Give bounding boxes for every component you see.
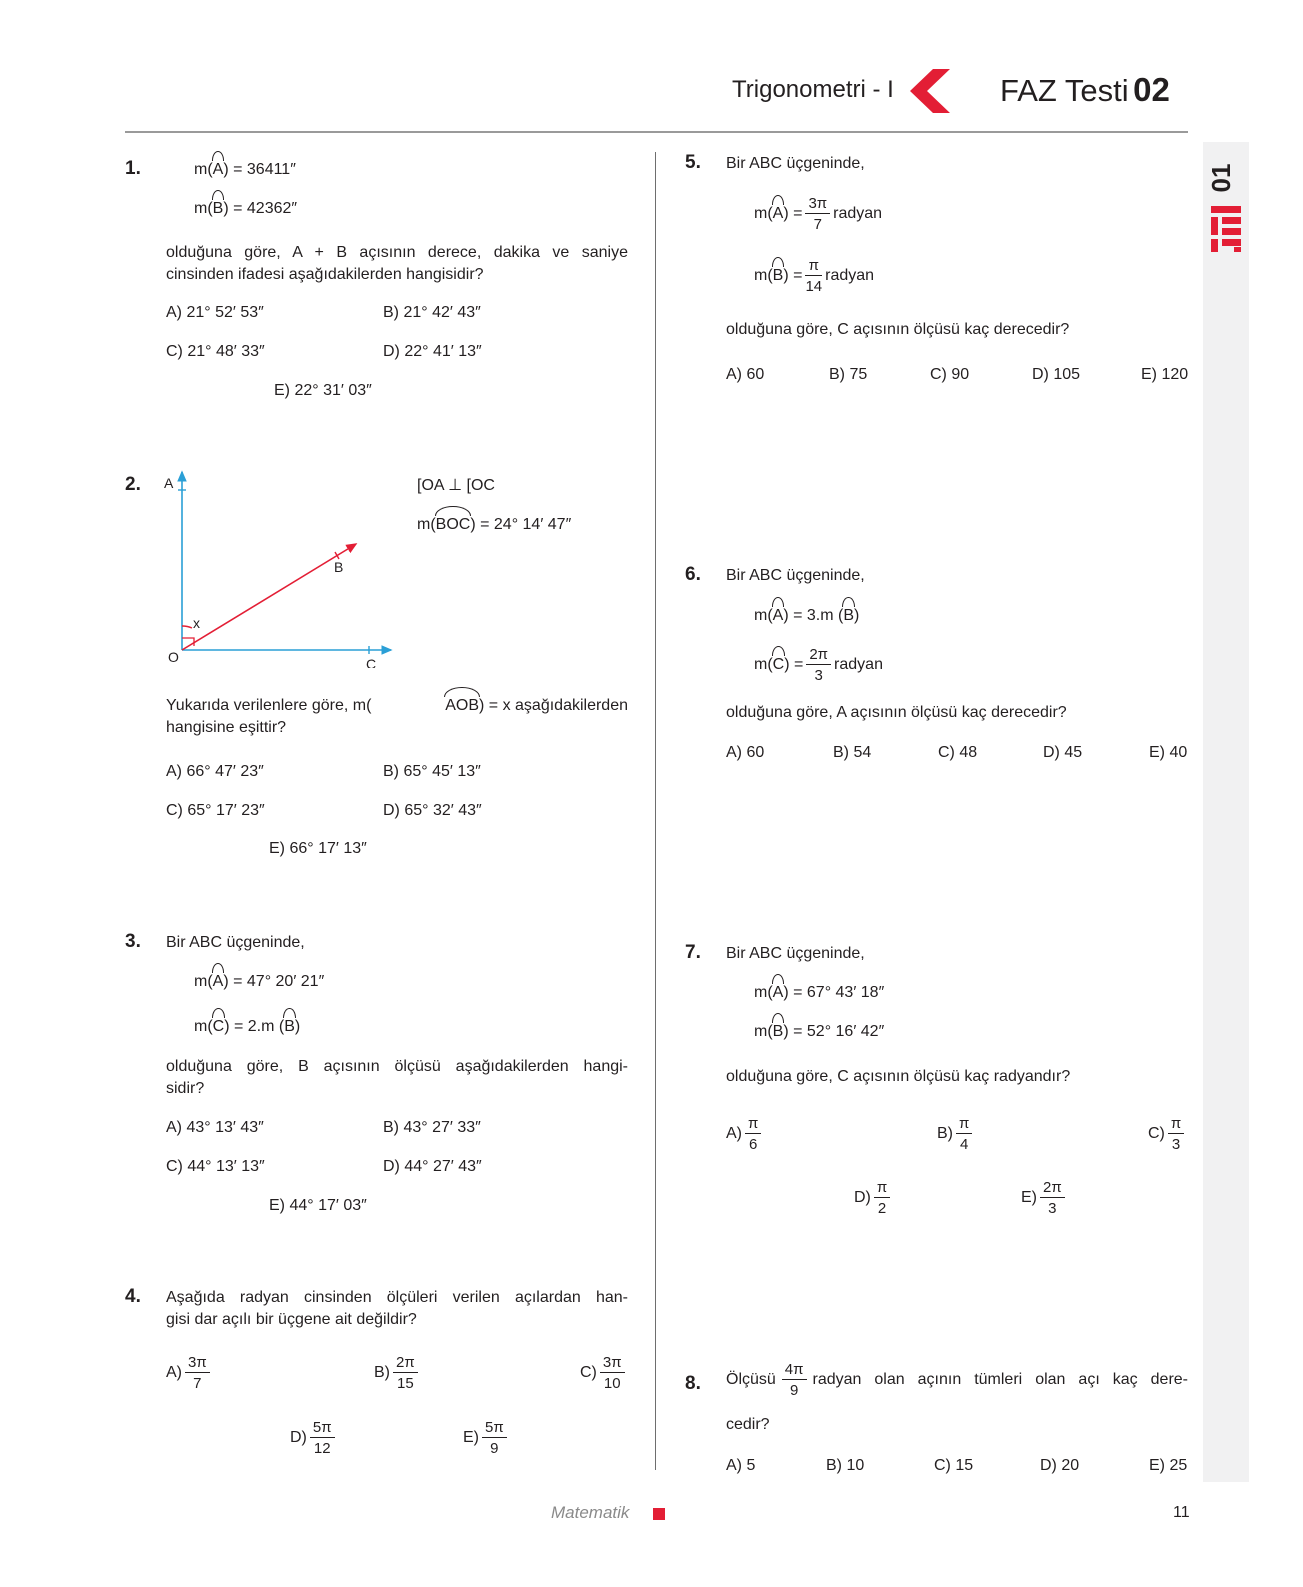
q4-option-c[interactable]	[580, 1355, 628, 1391]
q4-option-b[interactable]	[374, 1355, 421, 1391]
q6-number: 6.	[685, 564, 701, 585]
q4-stem-line2: gisi dar açılı bir üçgene ait değildir?	[166, 1311, 417, 1328]
q2-given-boc-value: ) = 24° 14′ 47″	[470, 516, 572, 533]
q3-given-c-pre: m(	[194, 1018, 213, 1035]
q5-given-a-unit: radyan	[833, 205, 883, 223]
header-subject: Trigonometri - I	[732, 76, 894, 103]
q2-given-boc	[417, 514, 571, 536]
footer-page-number: 11	[1173, 1504, 1190, 1521]
q2-stem-pre: Yukarıda verilenlere göre, m(	[166, 697, 372, 714]
q7-option-c[interactable]	[1148, 1116, 1187, 1152]
q5-given-a	[754, 196, 882, 232]
q3-given-c-letter: C	[213, 1016, 225, 1038]
q5-option-a[interactable]: A) 60	[726, 366, 765, 383]
q6-option-e[interactable]: E) 40	[1149, 744, 1188, 761]
q8-option-a[interactable]: A) 5	[726, 1457, 756, 1474]
q2-option-b[interactable]: B) 65° 45′ 13″	[383, 763, 481, 780]
q3-intro: Bir ABC üçgeninde,	[166, 934, 305, 951]
q7-option-e-fraction	[1040, 1180, 1065, 1216]
q3-option-b[interactable]: B) 43° 27′ 33″	[383, 1119, 481, 1136]
header-test-label: FAZ Testi	[1000, 73, 1129, 108]
q2-angle-x-arc	[182, 626, 192, 628]
q4-option-e-numerator: 5π	[482, 1420, 507, 1438]
q4-option-b-fraction	[393, 1355, 418, 1391]
q8-stem-fraction	[782, 1362, 807, 1398]
q1-given-b-pre: m(	[194, 200, 213, 217]
q7-option-a-fraction	[745, 1116, 761, 1152]
q5-given-a-pre: m(	[754, 205, 773, 223]
q7-option-b-label: B)	[937, 1125, 953, 1143]
q2-stem-line1-rest	[391, 695, 628, 717]
q2-option-a[interactable]: A) 66° 47′ 23″	[166, 763, 264, 780]
q3-given-a-pre: m(	[194, 973, 213, 990]
q4-option-a-label: A)	[166, 1364, 182, 1382]
q7-option-d-denominator: 2	[877, 1200, 887, 1217]
q7-option-d-label: D)	[854, 1189, 871, 1207]
q7-option-d[interactable]	[854, 1180, 893, 1216]
q6-given-c-letter: C	[773, 654, 785, 676]
q1-given-a-letter: A	[213, 159, 224, 181]
q1-given-b	[194, 198, 297, 220]
footer-square-icon	[653, 1508, 665, 1520]
q2-stem-letters: AOB	[445, 695, 479, 717]
q8-option-e[interactable]: E) 25	[1149, 1457, 1188, 1474]
q4-option-d[interactable]	[290, 1420, 338, 1456]
q2-given-boc-pre: m(	[417, 516, 436, 533]
q3-stem-line2: sidir?	[166, 1080, 205, 1097]
q5-given-b-eq: ) =	[783, 267, 803, 285]
q6-given-c-fraction	[806, 647, 831, 683]
q3-given-c	[194, 1016, 300, 1038]
sidebar-label: 01	[1206, 163, 1236, 193]
footer-subject: Matematik	[551, 1503, 630, 1522]
q2-label-o: O	[168, 649, 179, 665]
q5-given-a-denominator: 7	[813, 216, 822, 233]
q4-option-d-numerator: 5π	[310, 1420, 335, 1438]
q2-stem-line2: hangisine eşittir?	[166, 719, 287, 736]
q7-option-a-numerator: π	[745, 1116, 761, 1134]
q7-given-b-value: ) = 52° 16′ 42″	[783, 1023, 885, 1040]
q4-option-e-label: E)	[463, 1429, 479, 1447]
q6-stem: olduğuna göre, A açısının ölçüsü kaç derecedir?	[726, 704, 1067, 721]
q2-option-d[interactable]: D) 65° 32′ 43″	[383, 802, 482, 819]
q3-given-a-value: ) = 47° 20′ 21″	[223, 973, 325, 990]
q4-option-e-denominator: 9	[490, 1440, 499, 1457]
q7-option-e-numerator: 2π	[1040, 1180, 1065, 1198]
header-rule	[125, 131, 1188, 133]
q7-intro: Bir ABC üçgeninde,	[726, 945, 865, 962]
q5-given-b-fraction	[805, 258, 822, 294]
q8-option-c[interactable]: C) 15	[934, 1457, 974, 1474]
q4-option-b-label: B)	[374, 1364, 390, 1382]
q3-option-d[interactable]: D) 44° 27′ 43″	[383, 1158, 482, 1175]
q7-given-b-pre: m(	[754, 1023, 773, 1040]
header-chevron-icon	[906, 68, 952, 114]
q4-option-c-label: C)	[580, 1364, 597, 1382]
q1-option-c[interactable]: C) 21° 48′ 33″	[166, 343, 265, 360]
q4-number: 4.	[125, 1286, 141, 1307]
q7-option-e-denominator: 3	[1048, 1200, 1057, 1217]
q6-given-a-post: )	[854, 607, 860, 624]
q8-stem-line1	[726, 1362, 1188, 1398]
q4-option-b-numerator: 2π	[393, 1355, 418, 1373]
q7-given-a-value: ) = 67° 43′ 18″	[783, 984, 885, 1001]
q5-given-b-unit: radyan	[825, 267, 875, 285]
q6-given-a-letter2: B	[843, 605, 854, 627]
q7-option-d-numerator: π	[874, 1180, 890, 1198]
q6-option-a[interactable]: A) 60	[726, 744, 765, 761]
q7-given-b-letter: B	[773, 1021, 784, 1043]
q5-number: 5.	[685, 152, 701, 173]
q7-option-c-label: C)	[1148, 1125, 1165, 1143]
q4-option-a-numerator: 3π	[185, 1355, 210, 1373]
q3-given-c-letter2: B	[284, 1016, 295, 1038]
q6-given-c-denominator: 3	[814, 667, 823, 684]
q5-stem: olduğuna göre, C açısının ölçüsü kaç derecedir?	[726, 321, 1070, 338]
q1-given-b-letter: B	[213, 198, 224, 220]
q2-label-x: x	[193, 615, 200, 631]
q6-given-c-eq: ) =	[784, 656, 804, 674]
q8-option-b[interactable]: B) 10	[826, 1457, 865, 1474]
q1-number: 1.	[125, 158, 141, 179]
header-test-title	[1000, 71, 1170, 109]
q7-number: 7.	[685, 942, 701, 963]
q6-option-c[interactable]: C) 48	[938, 744, 978, 761]
q4-option-e-fraction	[482, 1420, 507, 1456]
q1-given-b-value: ) = 42362″	[223, 200, 298, 217]
q1-option-d[interactable]: D) 22° 41′ 13″	[383, 343, 482, 360]
q5-option-d[interactable]: D) 105	[1032, 366, 1081, 383]
q1-given-a-pre: m(	[194, 161, 213, 178]
q3-option-a[interactable]: A) 43° 13′ 43″	[166, 1119, 264, 1136]
q3-option-e[interactable]: E) 44° 17′ 03″	[269, 1197, 367, 1214]
q7-option-b-numerator: π	[956, 1116, 972, 1134]
q7-option-b-denominator: 4	[960, 1136, 969, 1153]
q1-option-a[interactable]: A) 21° 52′ 53″	[166, 304, 264, 321]
q4-option-a-fraction	[185, 1355, 210, 1391]
q8-stem-numerator: 4π	[782, 1362, 807, 1380]
q7-option-a-denominator: 6	[749, 1136, 758, 1153]
q4-option-b-denominator: 15	[397, 1375, 414, 1392]
q5-given-b-letter: B	[773, 265, 784, 287]
q7-option-c-numerator: π	[1168, 1116, 1184, 1134]
q5-option-e[interactable]: E) 120	[1141, 366, 1189, 383]
q5-given-a-eq: ) =	[783, 205, 803, 223]
q7-option-e[interactable]	[1021, 1180, 1068, 1216]
q8-stem-pre: Ölçüsü	[726, 1371, 776, 1388]
q4-option-a-denominator: 7	[193, 1375, 202, 1392]
q6-given-c	[754, 647, 883, 683]
q5-option-c[interactable]: C) 90	[930, 366, 970, 383]
q7-option-a[interactable]	[726, 1116, 764, 1152]
q2-ray-ob	[182, 544, 356, 650]
q2-label-b: B	[334, 559, 344, 575]
q6-given-c-pre: m(	[754, 656, 773, 674]
q6-option-d[interactable]: D) 45	[1043, 744, 1083, 761]
q1-given-a-value: ) = 36411″	[223, 161, 296, 178]
q4-option-d-denominator: 12	[313, 1440, 331, 1457]
q7-option-e-label: E)	[1021, 1189, 1037, 1207]
q2-label-c: C	[366, 656, 377, 668]
q5-given-b-pre: m(	[754, 267, 773, 285]
q4-option-d-label: D)	[290, 1429, 307, 1447]
q4-option-d-fraction	[310, 1420, 335, 1456]
q4-option-a[interactable]	[166, 1355, 213, 1391]
q5-given-a-letter: A	[773, 203, 784, 225]
q3-option-c[interactable]: C) 44° 13′ 13″	[166, 1158, 265, 1175]
q2-given-boc-letters: BOC	[436, 514, 471, 536]
q2-given-perpendicular: [OA ⊥ [OC	[417, 477, 495, 494]
q6-given-a-pre: m(	[754, 607, 773, 624]
q4-option-c-numerator: 3π	[600, 1355, 625, 1373]
q1-option-b[interactable]: B) 21° 42′ 43″	[383, 304, 481, 321]
q8-number: 8.	[685, 1373, 701, 1394]
q6-given-a-mid: ) = 3.m (	[783, 607, 844, 624]
q3-given-c-post: )	[294, 1018, 301, 1035]
q7-option-a-label: A)	[726, 1125, 742, 1143]
q6-given-c-unit: radyan	[834, 656, 883, 674]
q6-given-a-letter: A	[773, 605, 784, 627]
q6-intro: Bir ABC üçgeninde,	[726, 567, 865, 584]
q7-option-d-fraction	[874, 1180, 890, 1216]
q5-given-b-numerator: π	[805, 258, 822, 276]
q7-given-a-letter: A	[773, 982, 784, 1004]
q8-stem-line2: cedir?	[726, 1416, 770, 1433]
q7-option-c-denominator: 3	[1171, 1136, 1181, 1153]
q7-option-c-fraction	[1168, 1116, 1184, 1152]
column-divider	[655, 152, 656, 1470]
q2-number: 2.	[125, 474, 141, 495]
q2-option-c[interactable]: C) 65° 17′ 23″	[166, 802, 265, 819]
q5-given-a-numerator: 3π	[805, 196, 830, 214]
q6-given-c-numerator: 2π	[806, 647, 831, 665]
q7-stem: olduğuna göre, C açısının ölçüsü kaç radyandır?	[726, 1068, 1071, 1085]
faz-logo-icon	[1209, 204, 1243, 254]
q3-stem-line1: olduğuna göre, B açısının ölçüsü aşağıdakilerden hangi-	[166, 1058, 628, 1075]
right-sidebar	[1203, 142, 1249, 1482]
q2-option-e[interactable]: E) 66° 17′ 13″	[269, 840, 367, 857]
q5-intro: Bir ABC üçgeninde,	[726, 155, 865, 172]
q7-option-b-fraction	[956, 1116, 972, 1152]
q1-option-e[interactable]: E) 22° 31′ 03″	[274, 382, 372, 399]
q2-stem-post: ) = x aşağıdakilerden	[479, 697, 628, 714]
q7-given-b	[754, 1021, 884, 1043]
q7-given-a-pre: m(	[754, 984, 773, 1001]
q4-option-c-denominator: 10	[603, 1375, 621, 1392]
q5-given-b-denominator: 14	[805, 278, 823, 295]
q6-given-a	[754, 605, 859, 627]
q6-option-b[interactable]: B) 54	[833, 744, 872, 761]
q2-angle-figure	[160, 468, 400, 668]
q3-given-c-mid: ) = 2.m (	[224, 1018, 285, 1035]
q1-stem-line1: olduğuna göre, A + B açısının derece, dakika ve saniye	[166, 244, 628, 261]
q7-given-a	[754, 982, 884, 1004]
q1-given-a	[194, 159, 296, 181]
q3-given-a-letter: A	[213, 971, 224, 993]
q8-stem-post: radyan olan açının tümleri olan açı kaç dere-	[812, 1371, 1188, 1388]
q8-stem-denominator: 9	[789, 1382, 799, 1399]
q5-given-a-fraction	[805, 196, 830, 232]
q3-given-a	[194, 971, 324, 993]
q4-stem-line1: Aşağıda radyan cinsinden ölçüleri verilen açılardan han-	[166, 1289, 628, 1306]
q7-option-b[interactable]	[937, 1116, 975, 1152]
q5-option-b[interactable]: B) 75	[829, 366, 868, 383]
q8-option-d[interactable]: D) 20	[1040, 1457, 1080, 1474]
q2-label-a: A	[164, 475, 174, 491]
q5-given-b	[754, 258, 874, 294]
q1-stem-line2: cinsinden ifadesi aşağıdakilerden hangisidir?	[166, 266, 484, 283]
q3-number: 3.	[125, 931, 141, 952]
q4-option-c-fraction	[600, 1355, 625, 1391]
header-test-number: 02	[1133, 71, 1170, 108]
q4-option-e[interactable]	[463, 1420, 510, 1456]
